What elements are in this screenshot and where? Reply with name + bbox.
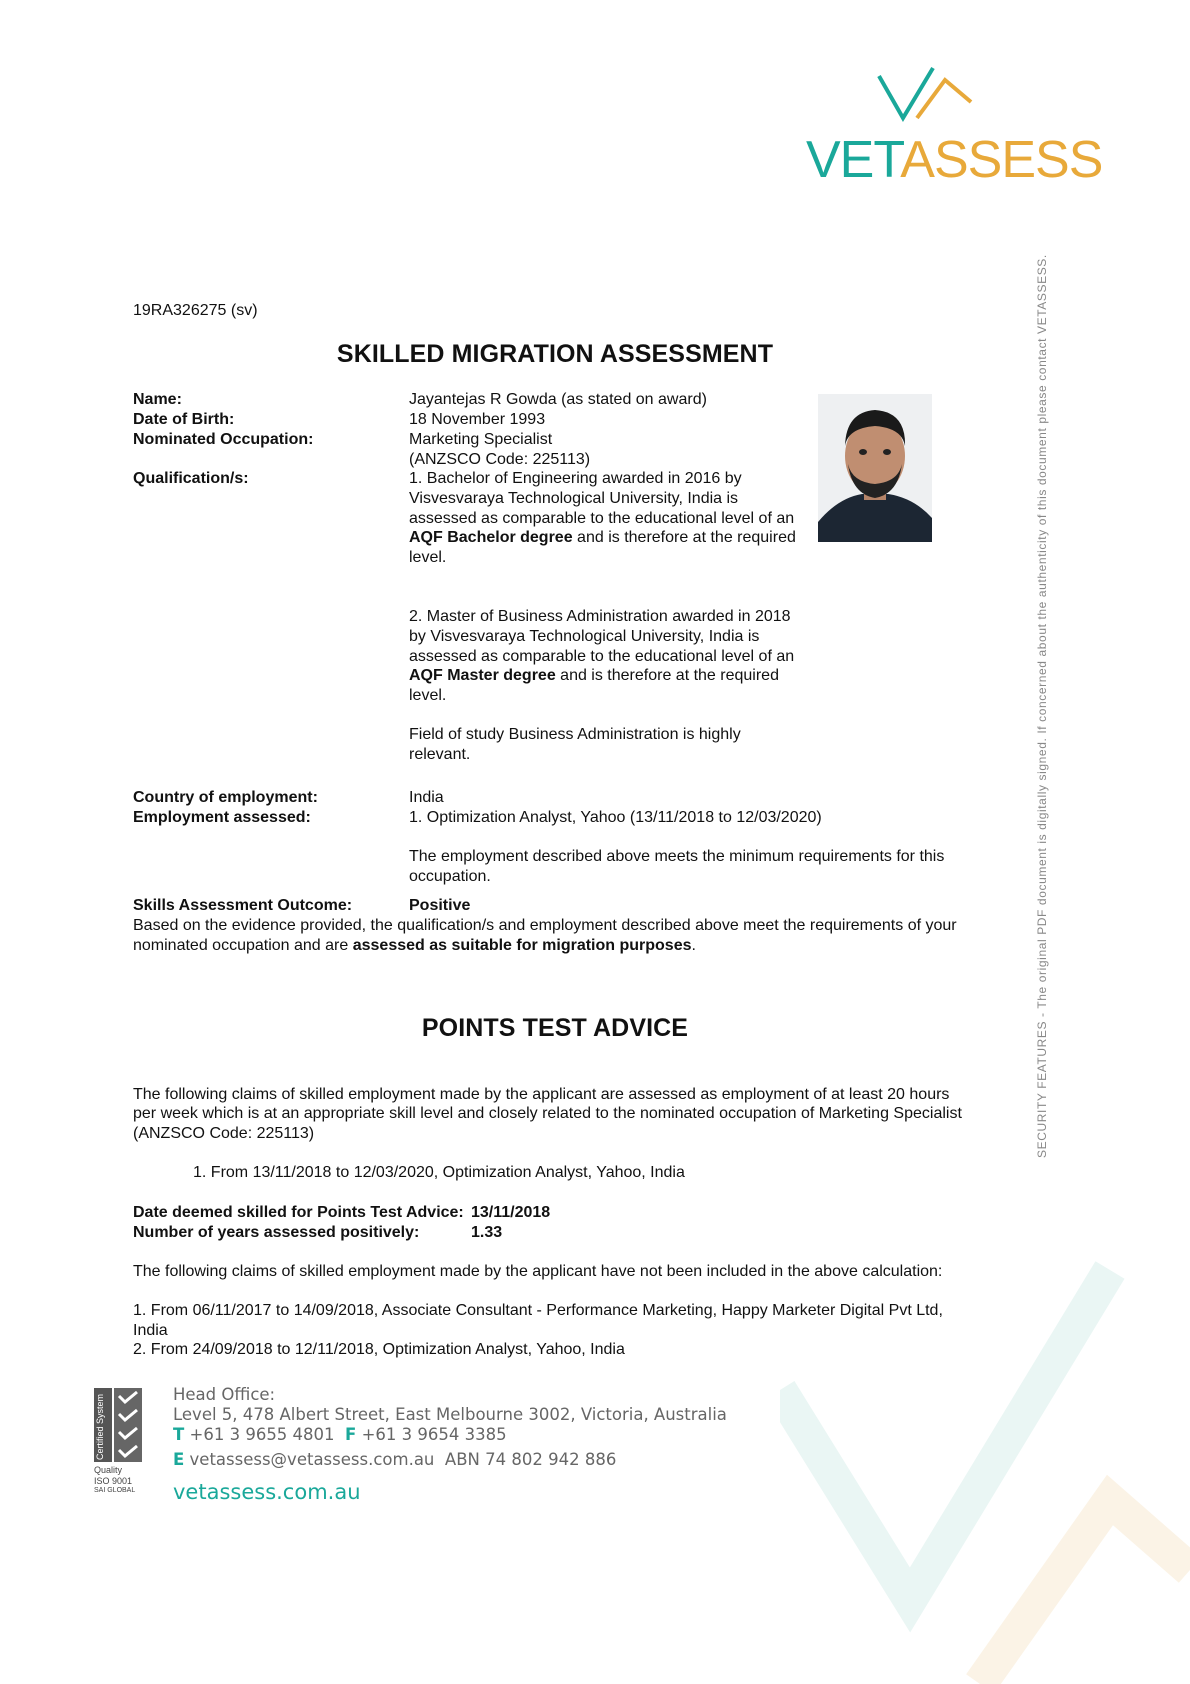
employment-label: Employment assessed:	[133, 809, 311, 826]
employment-value: 1. Optimization Analyst, Yahoo (13/11/2018 to 12/03/2020)	[409, 809, 822, 826]
suitability-statement: assessed as suitable for migration purposes	[352, 937, 692, 954]
phone-label: T	[173, 1425, 185, 1444]
badge-iso: ISO 9001	[94, 1476, 133, 1486]
person-silhouette-icon	[818, 394, 932, 542]
assessed-claim-1: 1. From 13/11/2018 to 12/03/2020, Optimization Analyst, Yahoo, India	[193, 1164, 685, 1181]
country-value: India	[409, 789, 444, 806]
qualification-1-line-2: Visvesvaraya Technological University, India is	[409, 490, 739, 507]
email-address[interactable]: vetassess@vetassess.com.au	[184, 1450, 435, 1469]
points-intro-line-1: The following claims of skilled employment made by the applicant are assessed as employment of at least 20 hours	[133, 1086, 950, 1103]
field-of-study-line-2: relevant.	[409, 746, 471, 763]
checkmarks-icon	[114, 1388, 142, 1462]
qualification-1-level: AQF Bachelor degree	[409, 529, 573, 546]
excluded-claim-1-line-2: India	[133, 1322, 168, 1339]
email-abn-line	[173, 1450, 616, 1469]
fax-label: F	[345, 1425, 357, 1444]
head-office-label: Head Office:	[173, 1385, 276, 1404]
iso-certification-badge	[90, 1388, 150, 1500]
logo-chevron-icon	[875, 62, 975, 128]
qualification-label: Qualification/s:	[133, 470, 249, 487]
page-title: SKILLED MIGRATION ASSESSMENT	[336, 340, 774, 368]
employment-note-line-2: occupation.	[409, 868, 491, 885]
qualification-2-line-2: by Visvesvaraya Technological University, India is	[409, 628, 760, 645]
dob-label: Date of Birth:	[133, 411, 235, 428]
occupation-value: Marketing Specialist	[409, 431, 553, 448]
qualification-1-line-3: assessed as comparable to the educational level of an	[409, 510, 795, 527]
qualification-1-line-5: level.	[409, 549, 447, 566]
badge-vertical-text: Certified System	[95, 1393, 105, 1460]
name-label: Name:	[133, 391, 182, 408]
fax-number: +61 3 9654 3385	[356, 1425, 507, 1444]
qualification-2-level: AQF Master degree	[409, 667, 556, 684]
security-features-text: SECURITY FEATURES - The original PDF document is digitally signed. If concerned about the authenticity of this document please contact VETASSESS.	[1035, 254, 1049, 1158]
employment-note-line-1: The employment described above meets the minimum requirements for this	[409, 848, 945, 865]
points-test-title: POINTS TEST ADVICE	[421, 1014, 689, 1042]
abn-number: ABN 74 802 942 886	[444, 1450, 617, 1469]
date-deemed-label: Date deemed skilled for Points Test Advice:	[133, 1204, 464, 1221]
qualification-2-line-4: AQF Master degree and is therefore at the required	[409, 667, 779, 684]
date-deemed-value: 13/11/2018	[471, 1204, 551, 1221]
country-label: Country of employment:	[133, 789, 318, 806]
badge-sai: SAI GLOBAL	[94, 1487, 136, 1494]
reference-number: 19RA326275 (sv)	[133, 302, 258, 319]
excluded-claim-2: 2. From 24/09/2018 to 12/11/2018, Optimization Analyst, Yahoo, India	[133, 1341, 625, 1358]
applicant-photo	[818, 394, 932, 542]
logo-text-assess: ASSESS	[900, 131, 1103, 189]
qualification-2-line-1: 2. Master of Business Administration awarded in 2018	[409, 608, 791, 625]
outcome-label: Skills Assessment Outcome:	[133, 897, 353, 914]
points-intro-line-3: (ANZSCO Code: 225113)	[133, 1125, 315, 1142]
qualification-2-line-5: level.	[409, 687, 447, 704]
field-of-study-line-1: Field of study Business Administration is highly	[409, 726, 741, 743]
email-label: E	[173, 1450, 185, 1469]
qualification-1-line-4: AQF Bachelor degree and is therefore at the required	[409, 529, 796, 546]
logo-text-vet: VET	[806, 131, 901, 189]
years-assessed-label: Number of years assessed positively:	[133, 1224, 420, 1241]
qualification-2-line-3: assessed as comparable to the educational level of an	[409, 648, 795, 665]
website-link[interactable]: vetassess.com.au	[173, 1480, 361, 1504]
qualification-1-line-1: 1. Bachelor of Engineering awarded in 2016 by	[409, 470, 742, 487]
excluded-claim-1-line-1: 1. From 06/11/2017 to 14/09/2018, Associate Consultant - Performance Marketing, Happy Marketer Digital Pvt Ltd,	[133, 1302, 943, 1319]
name-value: Jayantejas R Gowda (as stated on award)	[409, 391, 707, 408]
vetassess-logo	[800, 62, 1103, 192]
phone-number: +61 3 9655 4801	[184, 1425, 335, 1444]
excluded-intro: The following claims of skilled employment made by the applicant have not been included in the above calculation:	[133, 1263, 943, 1280]
outcome-text-line-1: Based on the evidence provided, the qualification/s and employment described above meet the requirements of your	[133, 917, 957, 934]
dob-value: 18 November 1993	[409, 411, 546, 428]
head-office-address: Level 5, 478 Albert Street, East Melbourne 3002, Victoria, Australia	[173, 1405, 727, 1424]
points-intro-line-2: per week which is at an appropriate skill level and closely related to the nominated occupation of Marketing Specialist	[133, 1105, 962, 1122]
years-assessed-value: 1.33	[471, 1224, 503, 1241]
outcome-value: Positive	[409, 897, 471, 914]
phone-fax-line	[173, 1425, 507, 1444]
occupation-code: (ANZSCO Code: 225113)	[409, 451, 591, 468]
outcome-text-line-2: nominated occupation and are assessed as suitable for migration purposes.	[133, 937, 696, 954]
badge-quality: Quality	[94, 1465, 123, 1475]
occupation-label: Nominated Occupation:	[133, 431, 314, 448]
